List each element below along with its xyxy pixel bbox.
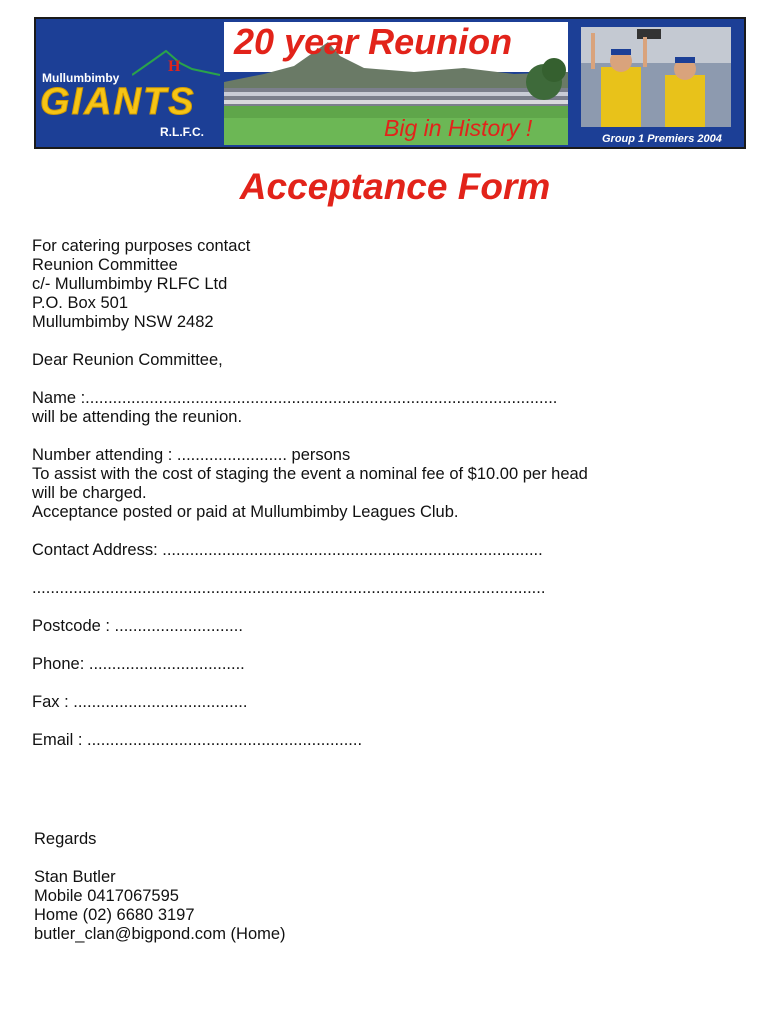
address-line-3: c/- Mullumbimby RLFC Ltd xyxy=(32,275,228,293)
signer-email: butler_clan@bigpond.com (Home) xyxy=(34,925,286,943)
logo-club: R.L.F.C. xyxy=(160,125,204,139)
fee-line-2: will be charged. xyxy=(32,484,147,502)
header-banner xyxy=(34,17,746,149)
players-photo xyxy=(581,27,731,127)
phone-field[interactable]: Phone: .................................. xyxy=(32,655,245,673)
logo-town: Mullumbimby xyxy=(42,71,120,85)
email-field[interactable]: Email : ............................................................ xyxy=(32,731,363,749)
number-attending-field[interactable]: Number attending : ........................ persons xyxy=(32,446,351,464)
postcode-field[interactable]: Postcode : ............................ xyxy=(32,617,243,635)
fee-line-1: To assist with the cost of staging the event a nominal fee of $10.00 per head xyxy=(32,465,588,483)
form-title: Acceptance Form xyxy=(239,166,551,207)
address-line-2: Reunion Committee xyxy=(32,256,178,274)
address-line-1: For catering purposes contact xyxy=(32,237,251,255)
contact-address-field[interactable]: Contact Address: ................................................................................... xyxy=(32,541,543,559)
fee-line-3: Acceptance posted or paid at Mullumbimby Leagues Club. xyxy=(32,503,459,521)
photo-caption: Group 1 Premiers 2004 xyxy=(602,133,722,145)
regards: Regards xyxy=(34,830,97,848)
signer-home-phone: Home (02) 6680 3197 xyxy=(34,906,195,924)
address-line-4: P.O. Box 501 xyxy=(32,294,129,312)
banner-title: 20 year Reunion xyxy=(234,21,513,62)
attending-text: will be attending the reunion. xyxy=(32,408,243,426)
signer-name: Stan Butler xyxy=(34,868,116,886)
contact-address-field-2[interactable]: ................................................................................................................ xyxy=(32,579,546,597)
logo-name: GIANTS xyxy=(40,81,196,123)
address-line-5: Mullumbimby NSW 2482 xyxy=(32,313,214,331)
mountain-logo-icon xyxy=(132,47,222,77)
banner-subtitle: Big in History ! xyxy=(384,115,533,141)
fax-field[interactable]: Fax : ...................................... xyxy=(32,693,248,711)
salutation: Dear Reunion Committee, xyxy=(32,351,223,369)
signer-mobile: Mobile 0417067595 xyxy=(34,887,179,905)
club-logo xyxy=(36,19,224,147)
svg-text:H: H xyxy=(168,58,181,75)
name-field[interactable]: Name :....................................................................................................... xyxy=(32,389,558,407)
